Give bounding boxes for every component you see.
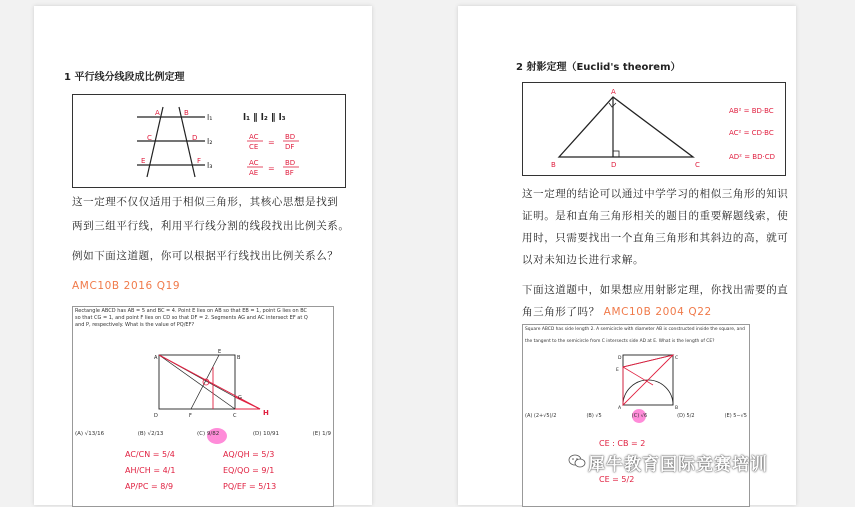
work-right-2: EQ/QO = 9/1 [223,466,275,475]
svg-text:C: C [233,413,237,419]
formula1-denominator: CE [249,143,259,151]
parallel-lines-diagram [73,95,345,187]
svg-text:D: D [154,413,158,419]
choice-e[interactable]: (E) 1/9 [312,431,331,437]
document-page-left [34,6,372,505]
euclid-formula-3: AD² = BD·CD [729,153,775,161]
work-right-1: AQ/QH = 5/3 [223,450,275,459]
document-page-right [458,6,796,505]
point-a: A [611,88,616,96]
work-left-2: AH/CH = 4/1 [125,466,176,475]
section-title-parallel-lines: 1 平行线分线段成比例定理 [64,72,185,83]
formula2-numerator: AC [249,159,259,167]
line-label-l1: l₁ [207,113,213,122]
point-d: D [611,161,617,169]
line-label-l3: l₃ [207,161,213,170]
svg-text:=: = [268,164,275,173]
paragraph-euclid-line4: 以对未知边长进行求解。 [522,254,645,266]
problem-reference-right: AMC10B 2004 Q22 [603,306,712,318]
line-label-l2: l₂ [207,137,213,146]
point-e-label: E [141,157,146,165]
choice-d[interactable]: (D) 10/91 [252,431,279,437]
euclid-formula-2: AC² = CD·BC [729,129,774,137]
svg-text:A: A [618,406,622,411]
paragraph-euclid-line2: 证明。是和直角三角形相关的题目的重要解题线索，使 [522,210,789,222]
point-b: B [551,161,556,169]
point-a-label: A [155,109,160,117]
point-c-label: C [147,134,152,142]
problem-text-3: and P, respectively. What is the value of PQ/EF? [75,322,195,328]
choice-right-d[interactable]: (D) 5/2 [677,413,695,419]
rectangle-diagram [73,307,333,506]
figure-euclid-theorem [522,82,786,176]
wechat-icon [568,452,586,470]
problem-figure-amc10b-2004 [522,324,750,507]
paragraph-problem-intro-line2 [522,302,712,322]
svg-text:E: E [616,368,619,373]
handwritten-work-left [125,447,175,495]
svg-text:E: E [218,349,222,355]
choice-c[interactable]: (C) 9/82 [197,431,220,437]
problem-reference: AMC10B 2016 Q19 [72,280,181,292]
svg-text:G: G [238,395,242,401]
svg-text:D: D [618,356,622,361]
svg-text:H: H [263,409,269,417]
paragraph-euclid-line3: 用时，只需要找出一个直角三角形和其斜边的高，就可 [522,232,789,244]
formula1-numerator: AC [249,133,259,141]
paragraph-problem-intro-line1: 下面这道题中，如果想应用射影定理，你找出需要的直 [522,284,789,296]
paragraph-intro-line1: 这一定理不仅仅适用于相似三角形，其核心思想是找到 [72,196,339,208]
euclid-formula-1: AB² = BD·BC [729,107,774,115]
parallel-note: l₁ ∥ l₂ ∥ l₃ [243,113,286,123]
svg-text:A: A [154,355,158,361]
svg-text:F: F [189,413,192,419]
problem-figure-amc10b-2016 [72,306,334,507]
answer-choices [75,431,331,438]
svg-text:B: B [237,355,241,361]
point-b-label: B [184,109,189,117]
answer-choices-right [525,413,747,420]
point-f-label: F [197,157,202,165]
formula2-right-numerator: BD [285,159,296,167]
formula2-denominator: AE [249,169,259,177]
problem-text-1: Rectangle ABCD has AB = 5 and BC = 4. Point E lies on AB so that EB = 1, point G lies on BC [75,308,308,314]
paragraph-euclid-line1: 这一定理的结论可以通过中学学习的相似三角形的知识 [522,188,789,200]
problem-text-2: so that CG = 1, and point F lies on CD so that DF = 2. Segments AG and AC intersect EF at Q [75,315,308,321]
choice-right-c[interactable]: (C) √6 [631,413,648,419]
choice-b[interactable]: (B) √2/13 [137,431,164,437]
formula2-right-denominator: BF [285,169,294,177]
formula1-right-denominator: DF [285,143,295,151]
point-c: C [695,161,700,169]
right-triangle-diagram [523,83,785,175]
problem-text-right-1: Square ABCD has side length 2. A semicircle with diameter AB is constructed inside the square, and [525,327,745,332]
section-title-euclid: 2 射影定理（Euclid's theorem） [516,62,681,73]
watermark-text: 犀牛教育国际竞赛培训 [588,455,768,475]
paragraph-example: 例如下面这道题，你可以根据平行线找出比例关系么？ [72,250,339,262]
choice-right-e[interactable]: (E) 5−√5 [724,413,747,419]
problem-text-right-2: the tangent to the semicircle from C intersects side AD at E. What is the length of CE? [525,339,715,344]
svg-text:=: = [268,138,275,147]
formula1-right-numerator: BD [285,133,296,141]
problem-intro-text: 角三角形了吗？ [522,306,600,318]
work-right-3: PQ/EF = 5/13 [223,482,277,491]
paragraph-intro-line2: 两到三组平行线，利用平行线分割的线段找出比例关系。 [72,220,350,232]
handwritten-work-right-2: CE = 5/2 [599,475,635,484]
handwritten-work-right [223,447,276,495]
svg-text:C: C [675,356,679,361]
point-d-label: D [192,134,198,142]
choice-right-b[interactable]: (B) √5 [586,413,602,419]
svg-text:B: B [675,406,679,411]
work-left-3: AP/PC = 8/9 [125,482,174,491]
work-left-1: AC/CN = 5/4 [125,450,175,459]
handwritten-work-right-1: CE : CB = 2 [599,439,646,448]
choice-right-a[interactable]: (A) (2+√5)/2 [525,413,557,419]
figure-parallel-lines [72,94,346,188]
choice-a[interactable]: (A) √13/16 [75,431,105,437]
